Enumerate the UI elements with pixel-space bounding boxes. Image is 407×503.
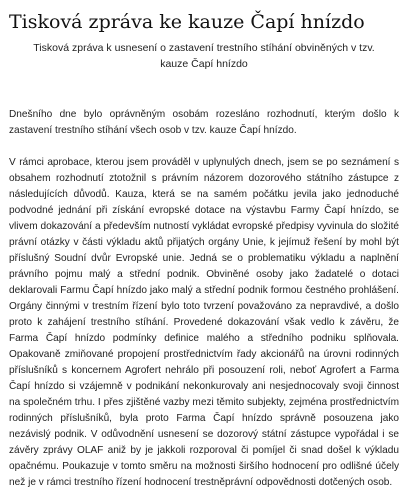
paragraph-reasoning: V rámci aprobace, kterou jsem prováděl v uplynulých dnech, jsem se po seznámení s obsahem rozhodnutí ztotožnil s právním názorem dozorového státního zástupce z následujících důvodů. Kauza, která se na samém počátku jevila jako jednoduché podvodné jednání při získání evropské dotace na výstavbu Farmy Čapí hnízdo, se vlivem dokazování a především nutností vykládat evropské předpisy vyvinula do složité právní otázky v části výkladu aktů přijatých orgány Unie, k jejímuž řešení by mohl být příslušný Soudní dvůr Evropské unie. Jedná se o problematiku výkladu a naplnění právního pojmu malý a střední podnik. Obviněné osoby jako žadatelé o dotaci deklarovali Farmu Čapí hnízdo jako malý a střední podnik formou čestného prohlášení. Orgány činnými v trestním řízení bylo toto tvrzení považováno za nepravdivé, a došlo proto k zahájení trestního stíhání. Provedené dokazování však vedlo k závěru, že Farma Čapí hnízdo podmínky definice malého a středního podniku splňovala. Opakovaně zmiňované propojení prostřednictvím řady akcionářů na úrovni rodinných příslušníků s koncernem Agrofert nehrálo při posouzení roli, neboť Agrofert a Farma Čapí hnízdo si vzájemně v podnikání nekonkurovaly ani nesjednocovaly svoji činnost na společném trhu. I přes zjištěné vazby mezi těmito subjekty, zejména prostřednictvím rodinných příslušníků, byla proto Farma Čapí hnízdo správně posouzena jako nezávislý podnik. V odůvodnění usnesení se dozorový státní zástupce vypořádal i se závěry zprávy OLAF aniž by je jakkoli rozporoval či pomíjel či snad došel k výkladu opačnému. Poukazuje v tomto směru na možnosti širšího hodnocení pro odlišné účely než je v rámci trestního řízení hodnocení trestněprávní odpovědnosti dotčených osob.	[9, 157, 399, 488]
page-title: Tisková zpráva ke kauze Čapí hnízdo	[9, 11, 365, 33]
paragraph-intro: Dnešního dne bylo oprávněným osobám rozesláno rozhodnutí, kterým došlo k zastavení trestního stíhání všech osob v tzv. kauze Čapí hnízdo.	[9, 109, 399, 136]
page-subtitle: Tisková zpráva k usnesení o zastavení trestního stíhání obviněných v tzv. kauze Čapí hnízdo	[33, 42, 375, 70]
